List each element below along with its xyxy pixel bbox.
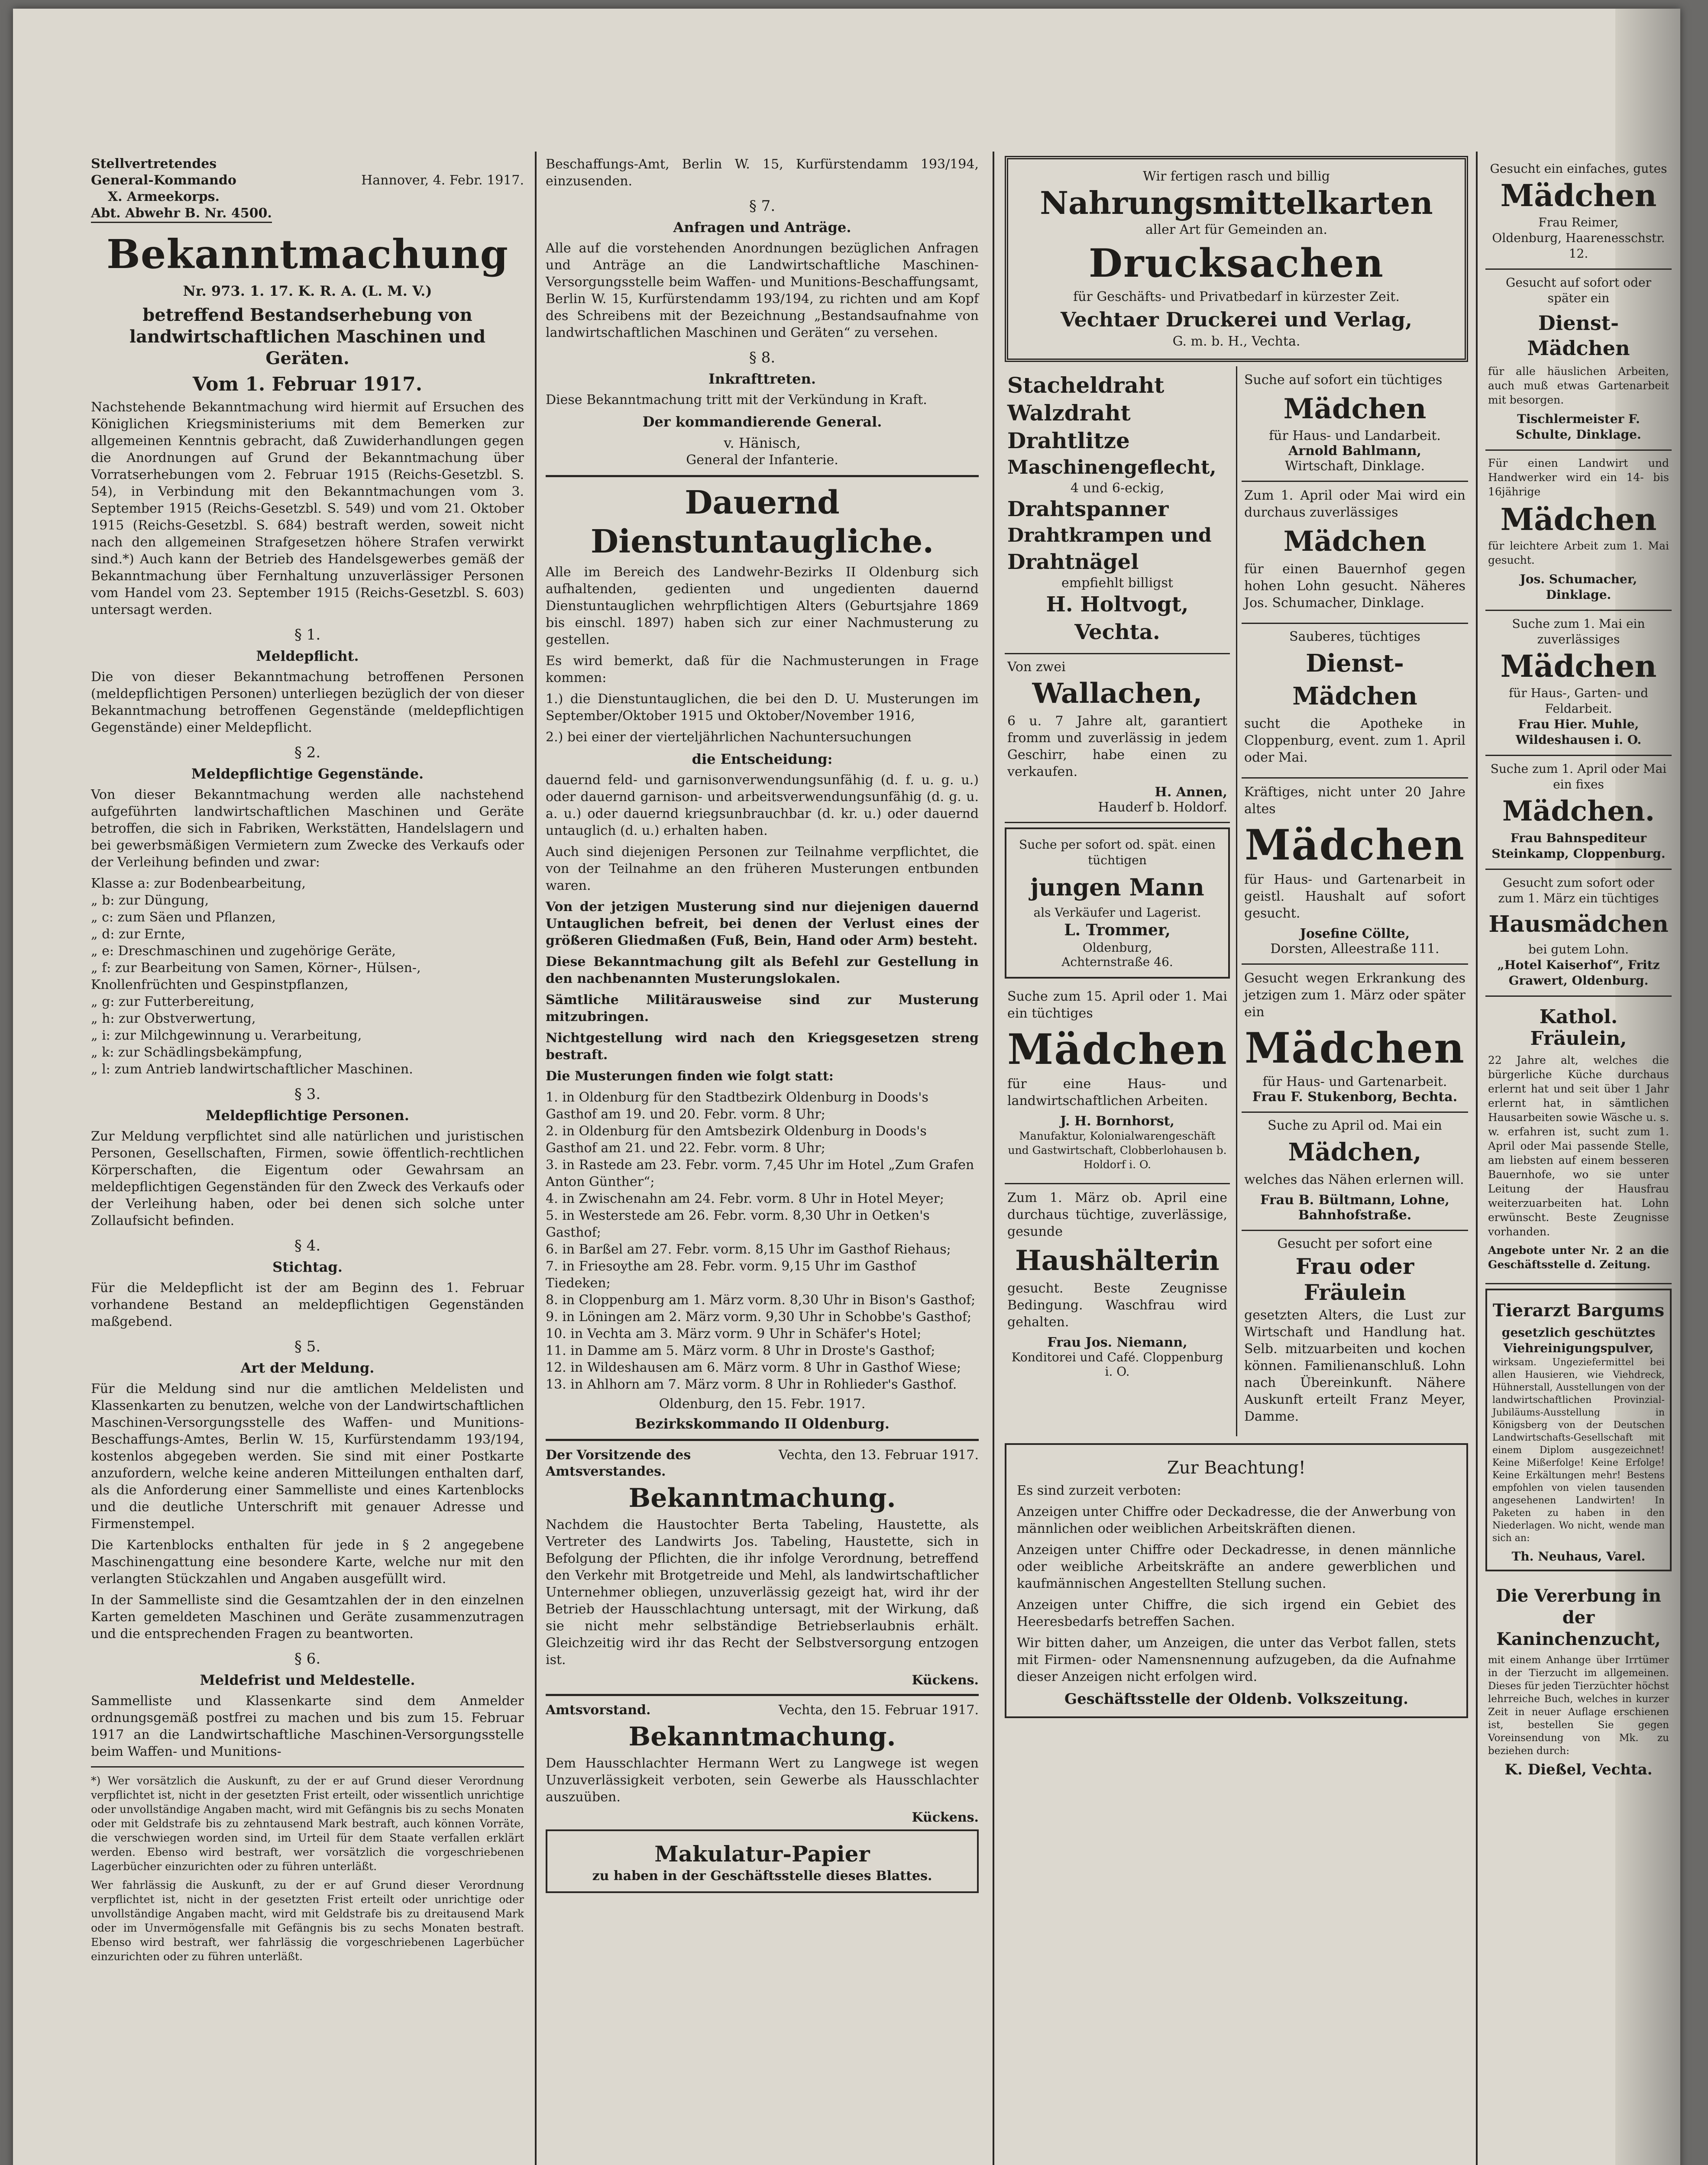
ad-text: 22 Jahre alt, welches die bürgerliche Küche durchaus erlernt hat und seit über 1 Jahr erlernt hat, in sämtlichen Hausarbeiten sowie Wäsche u. s. w. erfahren ist, sucht zum 1. April oder Mai passende Stelle, am liebsten auf einem besseren Bauernhofe, wo sie unter Leitung der Hausfrau weiterzuarbeiten hat. Lohn erwünscht. Beste Zeugnisse vorhanden. [1488,1054,1669,1238]
ad-text: bei gutem Lohn. [1528,942,1629,956]
column-4 [1485,156,1672,1784]
ad-maid [1242,779,1468,965]
ad-row [1005,366,1468,1436]
section-number: § 3. [294,1086,321,1103]
ad-title: Hausmädchen [1488,911,1669,937]
paragraph: Nichtgestellung wird nach den Kriegsgesetzen streng bestraft. [546,1031,979,1063]
ad-wire [1005,366,1230,654]
ad-title: Mädchen [1283,525,1427,558]
section-title: Anfragen und Anträge. [673,219,851,236]
ad-place: Oldenburg, Haarenesschstr. 12. [1492,231,1665,261]
ad-place: Wirtschaft, Dinklage. [1284,459,1425,474]
notice-title: Dauernd Dienstuntaugliche. [590,484,934,560]
ad-title: Wallachen, [1032,677,1203,710]
ad-title: Dienst-Mädchen [1292,649,1417,711]
section-title: Stichtag. [272,1259,343,1275]
paragraph: Die von dieser Bekanntmachung betroffenen Personen (meldepflichtigen Personen) unterliegen bezüglich der von dieser Bekanntmachung betroffenen Gegenstände (meldepflichtigen Gegenstände) einer Meldepflicht. [91,669,524,735]
ad-title: Drahtspanner [1007,497,1169,521]
ad-title: Nahrungsmittelkarten [1040,184,1433,221]
list-item: „ k: zur Schädlingsbekämpfung, [91,1045,302,1060]
notice-text: Anzeigen unter Chiffre, die sich irgend ein Gebiet des Heeresbedarfs betreffen Sachen. [1017,1597,1456,1629]
ad-text: 4 und 6-eckig, [1070,481,1165,496]
paragraph: Diese Bekanntmachung tritt mit der Verkündung in Kraft. [546,392,927,407]
signature: Bezirkskommando II Oldenburg. [635,1415,890,1432]
ad-title: Mädchen [1500,501,1657,537]
ad-title: Fräulein [1304,1280,1406,1305]
ad-title: Dienst-Mädchen [1527,311,1630,360]
ad-text: für Haus-, Garten- und Feldarbeit. [1508,686,1649,716]
ad-sign: K. Dießel, Vechta. [1504,1761,1653,1778]
ad-text: für alle häuslichen Arbeiten, auch muß etwas Gartenarbeit mit besorgen. [1488,365,1669,406]
section-title: die Entscheidung: [692,751,833,767]
signature-rank: General der Infanterie. [686,452,838,468]
paragraph: Alle auf die vorstehenden Anordnungen bezüglichen Anfragen und Anträge an die Landwirtschaftliche Maschinen-Versorgungsstelle beim Waffen- und Munitions-Beschaffungsamt, Berlin W. 15, Kurfürstendamm 193/194, zu richten und am Kopf des Schreibens mit der Bezeichnung „Bestandsaufnahme von landwirtschaftlichen Maschinen und Geräten“ zu versehen. [546,241,979,340]
ad-title: Mädchen [1500,648,1657,684]
ad-text: Suche zu April od. Mai ein [1268,1118,1442,1133]
column-rule-2 [993,152,994,2165]
ad-text: Suche zum 1. April oder Mai ein fixes [1490,762,1667,792]
ad-firm: H. Holtvogt, Vechta. [1046,592,1189,644]
paragraph: In der Sammelliste sind die Gesamtzahlen der in den einzelnen Karten gemeldeten Maschinen und Geräte zusammenzutragen und die entsprechenden Fragen zu beantworten. [91,1593,524,1642]
ad-title: jungen Mann [1030,873,1204,901]
section-title: Meldefrist und Meldestelle. [200,1672,415,1688]
ad-right-stack [1236,366,1468,1436]
paragraph: Nachstehende Bekanntmachung wird hiermit auf Ersuchen des Königlichen Kriegsministeriums mit dem Bemerken zur allgemeinen Kenntnis gebracht, daß Zuwiderhandlungen gegen die Anordnungen auf Grund der Bekanntmachung über Vorratserhebungen vom 2. Februar 1915 (Reichs-Gesetzbl. S. 54), in Verbindung mit den Bekanntmachungen vom 3. September 1915 (Reichs-Gesetzbl. S. 549) und vom 21. Oktober 1915 (Reichs-Gesetzbl. S. 684) bestraft werden, soweit nicht nach den allgemeinen Strafgesetzen höhere Strafen verwirkt sind.*) Auch kann der Betrieb des Handelsgewerbes gemäß der Bekanntmachung über Fernhaltung unzuverlässiger Personen vom Handel vom 23. September 1915 (Reichs-Gesetzbl. S. 603) untersagt werden. [91,400,524,617]
list-item: 3. in Rastede am 23. Febr. vorm. 7,45 Uhr im Hotel „Zum Grafen Anton Günther“; [546,1157,974,1189]
ad-servant [1242,624,1468,779]
ad-title: Drahtlitze [1007,428,1130,453]
list-item: 9. in Löningen am 2. März vorm. 9,30 Uhr in Schobbe's Gasthof; [546,1309,972,1325]
ad-sign: Frau B. Bültmann, Lohne, Bahnhofstraße. [1260,1192,1449,1223]
paragraph: Nachdem die Haustochter Berta Tabeling, Haustette, als Vertreter des Landwirts Jos. Tabeling, Haustette, sich in Befolgung der Pflichten, die ihr infolge Verordnung, betreffend den Verkehr mit Brotgetreide und Mehl, als landwirtschaftlicher Unternehmer obliegen, unzuverlässig gezeigt hat, wird ihr der Betrieb der Hausschlachtung untersagt, mit der Wirkung, daß sie nicht mehr selbständige Betriebserlaubnis erhält. Gleichzeitig wird ihr das Recht der Selbstversorgung entzogen ist. [546,1517,979,1667]
ad-text: wirksam. Ungeziefermittel bei allen Hausieren, wie Viehdreck, Hühnerstall, Ausstellungen von der landwirtschaftlichen Provinzial-Jubiläums-Ausstellung in Königsberg von der Deutschen Landwirtschafts-Gesellschaft mit einem Diplom ausgezeichnet! Keine Mißerfolge! Keine Erfolge! Keine Erkältungen mehr! Bestens empfohlen von vielen tausenden angesehenen Landwirten! In Paketen zu haben in den Niederlagen. Wo nicht, wende man sich an: [1492,1357,1665,1544]
column-2 [546,156,979,1897]
ad-maid [1242,366,1468,482]
list-item: „ l: zum Antrieb landwirtschaftlicher Maschinen. [91,1062,413,1077]
list-item: „ i: zur Milchgewinnung u. Verarbeitung, [91,1028,362,1043]
ad-place: Konditorei und Café. Cloppenburg i. O. [1011,1350,1223,1379]
ad-text: Suche zum 15. April oder 1. Mai ein tüchtiges [1007,989,1227,1021]
ad-text: gesetzlich geschütztes Viehreinigungspulver, [1501,1325,1656,1355]
paragraph: Diese Bekanntmachung gilt als Befehl zur Gestellung in den nachbenannten Musterungslokalen. [546,954,979,986]
footnote: *) Wer vorsätzlich die Auskunft, zu der er auf Grund dieser Verordnung verpflichtet ist, nicht in der gesetzten Frist erteilt, oder wissentlich unrichtige oder unvollständige Angaben macht, wird mit Gefängnis bis zu sechs Monaten oder mit Geldstrafe bis zu zehntausend Mark bestraft, auch können Vorräte, die verschwiegen worden sind, im Urteil für dem Staate verfallen erklärt werden. Ebenso wird bestraft, wer vorsätzlich die vorgeschriebenen Lagerbücher einzurichten oder zu führen unterläßt. [91,1774,524,1873]
muster-schedule [546,1089,979,1393]
ad-title: Walzdraht [1007,400,1131,426]
ad-position-wanted [1485,997,1672,1284]
ad-sign: Frau F. Stukenborg, Bechta. [1252,1089,1458,1105]
notice-header [546,1702,979,1719]
divider [546,1694,979,1696]
notice-header [546,1447,979,1480]
list-item: 7. in Friesoythe am 28. Febr. vorm. 9,15 Uhr im Gasthof Tiedeken; [546,1259,916,1291]
notice-title: Bekanntmachung. [628,1722,896,1752]
list-item: 8. in Cloppenburg am 1. März vorm. 8,30 Uhr in Bison's Gasthof; [546,1293,976,1308]
ad-sign: Tischlermeister F. Schulte, Dinklage. [1516,412,1641,442]
ad-veterinary [1485,1289,1672,1571]
paragraph: Für die Meldepflicht ist der am Beginn des 1. Februar vorhandene Bestand an meldepflichtigen Gegenständen maßgebend. [91,1280,524,1329]
ad-servant [1485,270,1672,451]
ad-housekeeper [1005,1184,1230,1386]
notice-text: Wir bitten daher, um Anzeigen, die unter das Verbot fallen, stets mit Firmen- oder Namensnennung aufzugeben, da die Aufnahme dieser Anzeigen nicht erfolgen wird. [1017,1635,1456,1684]
section-title: Art der Meldung. [240,1360,375,1376]
notice-text: Anzeigen unter Chiffre oder Deckadresse, die der Anwerbung von männlichen oder weiblichen Arbeitskräften dienen. [1017,1504,1456,1536]
notice-from: Amtsvorstand. [546,1703,651,1718]
ad-text: Zum 1. April oder Mai wird ein durchaus zuverlässiges [1244,488,1465,520]
list-item: „ f: zur Bearbeitung von Samen, Körner-, Hülsen-, Knollenfrüchten und Gespinstpflanzen, [91,960,421,992]
paragraph: Von dieser Bekanntmachung werden alle nachstehend aufgeführten landwirtschaftlichen Maschinen und Geräte betroffen, die sich in Fabriken, Werkstätten, Handelslagern und bei gewerbsmäßigen Vermietern zum Zwecke des Verkaufs oder der Verleihung befinden und zwar: [91,787,524,870]
list-item: 1. in Oldenburg für den Stadtbezirk Oldenburg in Doods's Gasthof am 19. und 20. Febr. vorm. 8 Uhr; [546,1090,928,1122]
paragraph: Für die Meldung sind nur die amtlichen Meldelisten und Klassenkarten zu benutzen, welche von der Landwirtschaftlichen Maschinen-Versorgungsstelle des Waffen- und Munitions-Beschaffungs-Amtes, Berlin W. 15, Kurfürstendamm 193/194, kostenlos abgegeben werden. Sie sind mit einer Postkarte anzufordern, welche keine anderen Mitteilungen enthalten darf, als die Anforderung einer Sammelliste und eines Kartenblocks und die deutliche Unterschrift mit genauer Adresse und Firmenstempel. [91,1381,524,1532]
ad-title: Mädchen [1007,1025,1228,1074]
ad-young-man [1005,827,1230,979]
list-item: 12. in Wildeshausen am 6. März vorm. 8 Uhr in Gasthof Wiese; [546,1360,961,1375]
ad-text: gesetzten Alters, die Lust zur Wirtschaft und Handlung hat. Selb. mitzuarbeiten und kochen können. Familienanschluß. Lohn nach Übereinkunft. Nähere Auskunft erteilt Franz Meyer, Damme. [1244,1308,1465,1424]
paragraph: Auch sind diejenigen Personen zur Teilnahme verpflichtet, die von der Teilnahme an den früheren Musterungen entbunden waren. [546,844,979,893]
ad-title: Mädchen. [1502,795,1655,827]
ad-sign: Arnold Bahlmann, [1288,443,1421,459]
ad-text: zu haben in der Geschäftsstelle dieses Blattes. [592,1868,932,1884]
column-1 [91,156,524,1968]
ad-housemaid [1485,870,1672,997]
list-item: „ h: zur Obstverwertung, [91,1011,256,1026]
notice-text: Es sind zurzeit verboten: [1017,1483,1181,1498]
divider [91,1766,524,1768]
machine-class-list [91,875,524,1078]
column-3 [1005,156,1468,1722]
ad-firm: Vechtaer Druckerei und Verlag, [1061,308,1412,331]
divider [546,475,979,477]
ad-text: Gesucht ein einfaches, gutes [1490,162,1667,176]
list-item: „ g: zur Futterbereitung, [91,994,255,1009]
column-rule-1 [535,152,537,2165]
section-number: § 2. [294,744,321,761]
paragraph: Die Kartenblocks enthalten für jede in § 2 angegebene Maschinengattung eine besondere Karte, welche nur mit den verlangten Stückzahlen und Angaben ausgefüllt wird. [91,1538,524,1587]
ad-maid [1485,611,1672,756]
ad-maid [1485,156,1672,270]
ad-place: Hauderf b. Holdorf. [1098,800,1227,815]
ad-sign: Jos. Schumacher, Dinklage. [1520,572,1637,602]
ad-text: Gesucht per sofort eine [1277,1236,1433,1251]
notice-from: Der Vorsitzende des Amtsverstandes. [546,1448,691,1479]
ad-title: Mädchen, [1288,1138,1422,1167]
notice-box [1005,1443,1468,1718]
ad-sign: Josefine Cöllte, [1300,926,1410,941]
ad-title: Frau oder [1295,1254,1414,1279]
ad-text: Suche auf sofort ein tüchtiges [1244,372,1443,388]
ad-geldings [1005,654,1230,823]
ad-text: Sauberes, tüchtiges [1289,629,1420,644]
ad-text: Kräftiges, nicht unter 20 Jahre altes [1244,785,1465,817]
ad-title: Maschinengeflecht, [1007,456,1216,478]
ad-maid [1242,482,1468,624]
ad-text: Suche per sofort od. spät. einen tüchtigen [1019,837,1216,867]
list-item: 2. in Oldenburg für den Amtsbezirk Oldenburg in Doods's Gasthof am 21. und 22. Febr. vorm. 8 Uhr; [546,1124,927,1156]
sender-line: X. Armeekorps. [107,189,220,204]
ad-printing [1005,156,1468,362]
ad-text: Wir fertigen rasch und billig [1143,169,1330,184]
ad-sign: Frau Bahnspediteur Steinkamp, Cloppenburg. [1491,831,1666,861]
ad-text: für Haus- und Landarbeit. [1269,428,1441,443]
ad-text: sucht die Apotheke in Cloppenburg, event. zum 1. April oder Mai. [1244,716,1465,765]
ad-text: empfiehlt billigst [1061,575,1173,591]
notice-date: Vechta, den 15. Februar 1917. [778,1703,979,1718]
ad-text: Suche zum 1. Mai ein zuverlässiges [1512,617,1645,646]
ad-title: Drucksachen [1089,240,1384,286]
newspaper-page [13,9,1680,2165]
ad-title: Drahtnägel [1007,550,1139,574]
ad-maid [1242,1113,1468,1231]
notice-title: Bekanntmachung [107,231,508,278]
ad-title: Mädchen [1245,1024,1465,1073]
list-item: „ e: Dreschmaschinen und zugehörige Geräte, [91,944,396,959]
ad-text: 6 u. 7 Jahre alt, garantiert fromm und zuverlässig in jedem Geschirr, habe einen zu verkaufen. [1007,714,1227,779]
ad-text: für einen Bauernhof gegen hohen Lohn gesucht. Näheres Jos. Schumacher, Dinklage. [1244,562,1465,611]
ad-text: für Geschäfts- und Privatbedarf in kürzester Zeit. [1073,289,1400,304]
ad-text: mit einem Anhange über Irrtümer in der Tierzucht im allgemeinen. Dieses für jeden Tierzüchter höchst lehrreiche Buch, welches in kurzer Zeit in neuer Auflage erschienen ist, bestellen Sie gegen Voreinsendung von Mk. zu beziehen durch: [1488,1654,1669,1757]
notice-title: Bekanntmachung. [628,1483,896,1513]
ad-sign: H. Annen, [1155,785,1227,800]
notice-date: Vom 1. Februar 1917. [192,373,423,395]
ad-title: Stacheldraht [1007,372,1165,398]
signature: Kückens. [912,1673,979,1688]
ad-title: Haushälterin [1015,1244,1220,1277]
list-item: 6. in Barßel am 27. Febr. vorm. 8,15 Uhr im Gasthof Riehaus; [546,1242,951,1257]
section-title: Inkrafttreten. [708,371,816,387]
sender-line: Stellvertretendes [91,156,217,171]
ad-text: Angebote unter Nr. 2 an die Geschäftsstelle d. Zeitung. [1488,1244,1669,1271]
list-item: 10. in Vechta am 3. März vorm. 9 Uhr in Schäfer's Hotel; [546,1326,922,1341]
ad-sign: Th. Neuhaus, Varel. [1511,1549,1646,1564]
ad-text: für Haus- und Gartenarbeit in geistl. Haushalt auf sofort gesucht. [1244,872,1465,921]
notice-title: Zur Beachtung! [1167,1458,1306,1478]
ad-woman [1242,1231,1468,1436]
ad-text: Für einen Landwirt und Handwerker wird ein 14- bis 16jährige [1488,457,1669,498]
section-number: § 5. [294,1338,321,1355]
notice-sign: Geschäftsstelle der Oldenb. Volkszeitung. [1064,1690,1408,1708]
ad-title: Tierarzt Bargums [1492,1300,1665,1321]
paragraph: Es wird bemerkt, daß für die Nachmusterungen in Frage kommen: [546,653,979,685]
ad-title: Mädchen [1245,821,1465,869]
ad-place: Oldenburg, [1082,940,1152,955]
ad-text: gesucht. Beste Zeugnisse Bedingung. Waschfrau wird gehalten. [1007,1281,1227,1330]
list-item: 4. in Zwischenahn am 24. Febr. vorm. 8 Uhr in Hotel Meyer; [546,1191,944,1206]
section-number: § 8. [749,349,776,366]
ad-text: als Verkäufer und Lagerist. [1033,905,1201,920]
list-item: 11. in Damme am 5. März vorm. 8 Uhr in Droste's Gasthof; [546,1343,935,1358]
ad-sign: „Hotel Kaiserhof“, Fritz Grawert, Oldenburg. [1497,958,1660,988]
divider [546,1439,979,1441]
section-title: Meldepflichtige Personen. [206,1107,409,1124]
sender-line: General-Kommando [91,173,236,188]
ad-maid [1242,965,1468,1113]
ad-place: Manufaktur, Kolonialwarengeschäft und Gastwirtschaft, Clobberlohausen b. Holdorf i. O. [1008,1130,1227,1171]
section-title: Meldepflichtige Gegenstände. [191,766,424,782]
ad-sign: Frau Jos. Niemann, [1047,1335,1187,1350]
list-item: 13. in Ahlhorn am 7. März vorm. 8 Uhr in Rohlieder's Gasthof. [546,1377,957,1392]
paragraph: 2.) bei einer der vierteljährlichen Nachuntersuchungen [546,730,912,745]
notice-date: Oldenburg, den 15. Febr. 1917. [659,1396,866,1412]
paragraph: Beschaffungs-Amt, Berlin W. 15, Kurfürstendamm 193/194, einzusenden. [546,157,979,189]
signature-title: Der kommandierende General. [642,414,882,430]
list-item: 5. in Westerstede am 26. Febr. vorm. 8,30 Uhr in Oetken's Gasthof; [546,1208,930,1240]
ad-place: Dorsten, Alleestraße 111. [1270,941,1440,956]
paragraph: Sämtliche Militärausweise sind zur Musterung mitzubringen. [546,992,979,1024]
reference: Abt. Abwehr B. Nr. 4500. [91,205,272,223]
ad-text: für leichtere Arbeit zum 1. Mai gesucht. [1488,540,1669,566]
footnote: Wer fahrlässig die Auskunft, zu der er auf Grund dieser Verordnung verpflichtet ist, nicht in der gesetzten Frist erteilt oder unrichtige oder unvollständige Angaben macht, wird mit Geldstrafe bis zu dreitausend Mark oder im Unvermögensfalle mit Gefängnis bis zu sechs Monaten bestraft. Ebenso wird bestraft, wer fahrlässig die vorgeschriebenen Lagerbücher einzurichten oder zu führen unterläßt. [91,1879,524,1963]
notice-text: Anzeigen unter Chiffre oder Deckadresse, in denen männliche oder weibliche Arbeitskräfte an andere gewerblichen und kaufmännischen Angestellten Stellung suchen. [1017,1542,1456,1591]
signature: Kückens. [912,1810,979,1825]
section-number: § 4. [294,1237,321,1254]
notice-number: Nr. 973. 1. 17. K. R. A. (L. M. V.) [183,283,432,299]
ad-maid [1485,451,1672,611]
notice-header [91,156,524,205]
ad-title: Makulatur-Papier [654,1841,870,1867]
ad-text: Von zwei [1007,659,1066,675]
ad-text: für eine Haus- und landwirtschaftlichen Arbeiten. [1007,1076,1227,1108]
ad-title: Drahtkrampen und [1007,524,1212,546]
signature-name: v. Hänisch, [724,435,801,451]
section-number: § 6. [294,1650,321,1667]
section-number: § 1. [294,626,321,643]
paragraph: Die Musterungen finden wie folgt statt: [546,1069,834,1084]
ad-text: Gesucht zum sofort oder zum 1. März ein tüchtiges [1498,876,1659,905]
notice-subject: betreffend Bestandserhebung von landwirtschaftlichen Maschinen und Geräten. [129,305,486,368]
paragraph: Dem Hausschlachter Hermann Wert zu Langwege ist wegen Unzuverlässigkeit verboten, sein Gewerbe als Hausschlachter auszuüben. [546,1756,979,1805]
list-item: „ c: zum Säen und Pflanzen, [91,910,276,925]
list-item: „ b: zur Düngung, [91,893,209,908]
ad-sign: L. Trommer, [1064,921,1171,939]
ad-left-stack [1005,366,1230,1436]
notice-date: Vechta, den 13. Februar 1917. [778,1448,979,1463]
column-rule-3 [1476,152,1478,2165]
ad-sign: Frau Reimer, [1538,215,1619,229]
ad-makulatur [546,1829,979,1893]
ad-text: G. m. b. H., Vechta. [1172,334,1300,349]
place-date: Hannover, 4. Febr. 1917. [361,173,524,188]
paragraph: Zur Meldung verpflichtet sind alle natürlichen und juristischen Personen, Gesellschaften, Firmen, sowie öffentlich-rechtlichen Körperschaften, die Eigentum oder Gewahrsam an meldepflichtigen Gegenständen für den Zweck des Verkaufs oder der Verleihung haben, oder bei denen sich solche unter Zollaufsicht befinden. [91,1129,524,1228]
paragraph: Von der jetzigen Musterung sind nur diejenigen dauernd Untauglichen befreit, bei denen der Verlust eines der größeren Gliedmaßen (Fuß, Bein, Hand oder Arm) besteht. [546,899,979,948]
ad-title: Die Vererbung in der Kaninchenzucht, [1496,1586,1661,1649]
ad-text: Gesucht auf sofort oder später ein [1506,275,1651,305]
ad-book [1485,1576,1672,1784]
ad-text: welches das Nähen erlernen will. [1244,1172,1464,1187]
ad-maid [1485,756,1672,870]
ad-title: Kathol. Fräulein, [1530,1006,1627,1050]
ad-sign: J. H. Bornhorst, [1060,1114,1174,1129]
ad-text: Zum 1. März ob. April eine durchaus tüchtige, zuverlässige, gesunde [1007,1190,1227,1239]
ad-text: Gesucht wegen Erkrankung des jetzigen zum 1. März oder später ein [1244,971,1465,1020]
section-number: § 7. [749,197,776,215]
ad-text: für Haus- und Gartenarbeit. [1262,1074,1447,1089]
ad-street: Achternstraße 46. [1061,955,1173,969]
ad-sign: Frau Hier. Muhle, Wildeshausen i. O. [1515,717,1642,747]
paragraph: dauernd feld- und garnisonverwendungsunfähig (d. f. u. g. u.) oder dauernd garnison- und arbeitsverwendungsunfähig (d. g. u. a. u.) oder dauernd kriegsunbrauchbar (d. kr. u.) oder dauernd untauglich (d. u.) erhalten haben. [546,772,979,838]
list-item: „ d: zur Ernte, [91,927,185,942]
paragraph: 1.) die Dienstuntauglichen, die bei den D. U. Musterungen im September/Oktober 1915 und Oktober/November 1916, [546,692,979,724]
ad-maid [1005,983,1230,1184]
ad-title: Mädchen [1283,393,1427,425]
list-item: Klasse a: zur Bodenbearbeitung, [91,876,306,891]
paragraph: Alle im Bereich des Landwehr-Bezirks II Oldenburg sich aufhaltenden, gedienten und ungedienten dauernd Dienstuntauglichen wehrpflichtigen Alters (Geburtsjahre 1869 bis einschl. 1897) haben sich zur einer Nachmusterung zu gestellen. [546,565,979,647]
ad-text: aller Art für Gemeinden an. [1145,222,1327,237]
paragraph: Sammelliste und Klassenkarte sind dem Anmelder ordnungsgemäß postfrei zu machen und bis zum 15. Februar 1917 an die Landwirtschaftliche Maschinen-Versorgungsstelle beim Waffen- und Munitions- [91,1693,524,1759]
section-title: Meldepflicht. [256,648,359,664]
ad-title: Mädchen [1500,178,1657,213]
